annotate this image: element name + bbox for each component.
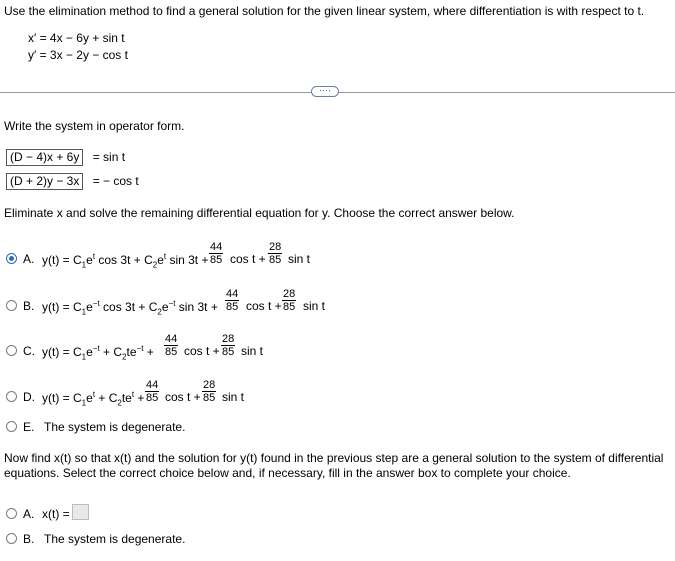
choice-c-frac-1 — [164, 333, 178, 358]
expand-more-button[interactable]: ···· — [311, 86, 339, 97]
choice-a-frac-1-num: 44 — [210, 241, 223, 253]
choice-b-frac-1 — [225, 288, 239, 313]
choice-a-frac-1-den: 85 — [210, 254, 223, 266]
choice-b-end: sin t — [303, 299, 326, 313]
question-prompt: Use the elimination method to find a general solution for the given linear system, where differentiation is with respect to t. — [4, 4, 645, 18]
choice-c-expression: $y(t) = C_1e^{-t} + C_2te^{-t}$ + — [42, 344, 154, 362]
choice-a-frac-1 — [209, 241, 223, 266]
choice-d-letter: D. — [23, 390, 35, 404]
operator-row-1-rhs: = sin t — [92, 150, 126, 164]
choice-b-frac-1-num: 44 — [226, 288, 239, 300]
choice-a-lhs: y(t) = C — [42, 253, 82, 267]
choice-c-frac-2-num: 28 — [222, 333, 235, 345]
choice-d-lhs: y(t) = C — [42, 391, 82, 405]
choice-b-frac-2-den: 85 — [283, 301, 296, 313]
choice-e-radio[interactable] — [6, 421, 17, 432]
choice-c-letter: C. — [23, 344, 35, 358]
choice-d-mid: cos t + — [165, 390, 201, 404]
operator-form-prompt: Write the system in operator form. — [4, 119, 185, 133]
choice-e-text: The system is degenerate. — [44, 420, 186, 434]
choice-a-frac-2 — [268, 241, 282, 266]
choice-c-lhs: y(t) = C — [42, 345, 82, 359]
choice-c-radio[interactable] — [6, 345, 17, 356]
choice-d-end: sin t — [222, 390, 245, 404]
choice-a-radio[interactable] — [6, 253, 17, 264]
choice-b-frac-1-den: 85 — [226, 301, 239, 313]
choice-b-mid: cos t + — [246, 299, 282, 313]
choice-a-letter: A. — [23, 252, 35, 266]
choice-b-frac-2-num: 28 — [283, 288, 296, 300]
choice-b-letter: B. — [23, 299, 35, 313]
choice-c-end: sin t — [241, 344, 264, 358]
choice-a-frac-2-num: 28 — [269, 241, 282, 253]
choice-b-lhs: y(t) = C — [42, 300, 82, 314]
operator-row-2-answer[interactable]: (D + 2)y − 3x — [6, 173, 83, 190]
x-choice-b-text: The system is degenerate. — [44, 532, 186, 546]
choice-a-mid: cos t + — [230, 252, 266, 266]
x-choice-a-letter: A. — [23, 507, 35, 521]
choice-d-radio[interactable] — [6, 391, 17, 402]
choice-d-frac-2-den: 85 — [203, 392, 216, 404]
choice-c-mid: cos t + — [184, 344, 220, 358]
choice-c-frac-2 — [221, 333, 235, 358]
choice-d-frac-1-den: 85 — [146, 392, 159, 404]
choice-d-frac-2 — [202, 379, 216, 404]
choice-c-frac-2-den: 85 — [222, 346, 235, 358]
find-x-prompt: Now find x(t) so that x(t) and the solution for y(t) found in the previous step are a general solution to the system of differential equations. Select the correct choice below and, if necessary, fill in the answer box to complete your choice. — [4, 451, 664, 480]
choice-d-frac-2-num: 28 — [203, 379, 216, 391]
choice-a-frac-2-den: 85 — [269, 254, 282, 266]
operator-row-2-rhs: = − cos t — [92, 174, 139, 188]
choice-e-letter: E. — [23, 420, 35, 434]
choice-b-radio[interactable] — [6, 300, 17, 311]
operator-row-1-answer[interactable]: (D − 4)x + 6y — [6, 149, 83, 166]
choice-a-end: sin t — [288, 252, 311, 266]
operator-row-1 — [6, 149, 125, 166]
x-answer-input[interactable] — [72, 504, 89, 520]
choice-c-frac-1-num: 44 — [165, 333, 178, 345]
operator-row-2 — [6, 173, 139, 190]
choice-d-frac-1 — [145, 379, 159, 404]
x-choice-b-radio[interactable] — [6, 533, 17, 544]
choice-b-frac-2 — [282, 288, 296, 313]
x-choice-a-radio[interactable] — [6, 508, 17, 519]
equation-2: y′ = 3x − 2y − cos t — [28, 48, 128, 62]
equation-1: x′ = 4x − 6y + sin t — [28, 31, 125, 45]
eliminate-prompt: Eliminate x and solve the remaining differential equation for y. Choose the correct answer below. — [4, 206, 515, 220]
choice-c-frac-1-den: 85 — [165, 346, 178, 358]
choice-d-expression: $y(t) = C_1e^t + C_2te^t$ + — [42, 390, 145, 408]
choice-a-expression: $y(t) = C_1e^t$ $\cos 3t + C_2e^t$ sin 3t + — [42, 252, 209, 270]
x-choice-a-text: x(t) = — [42, 507, 70, 521]
choice-b-expression: $y(t) = C_1e^{-t}$ $\cos 3t + C_2e^{-t}$ sin 3t + — [42, 299, 218, 317]
choice-d-frac-1-num: 44 — [146, 379, 159, 391]
x-choice-b-letter: B. — [23, 532, 35, 546]
